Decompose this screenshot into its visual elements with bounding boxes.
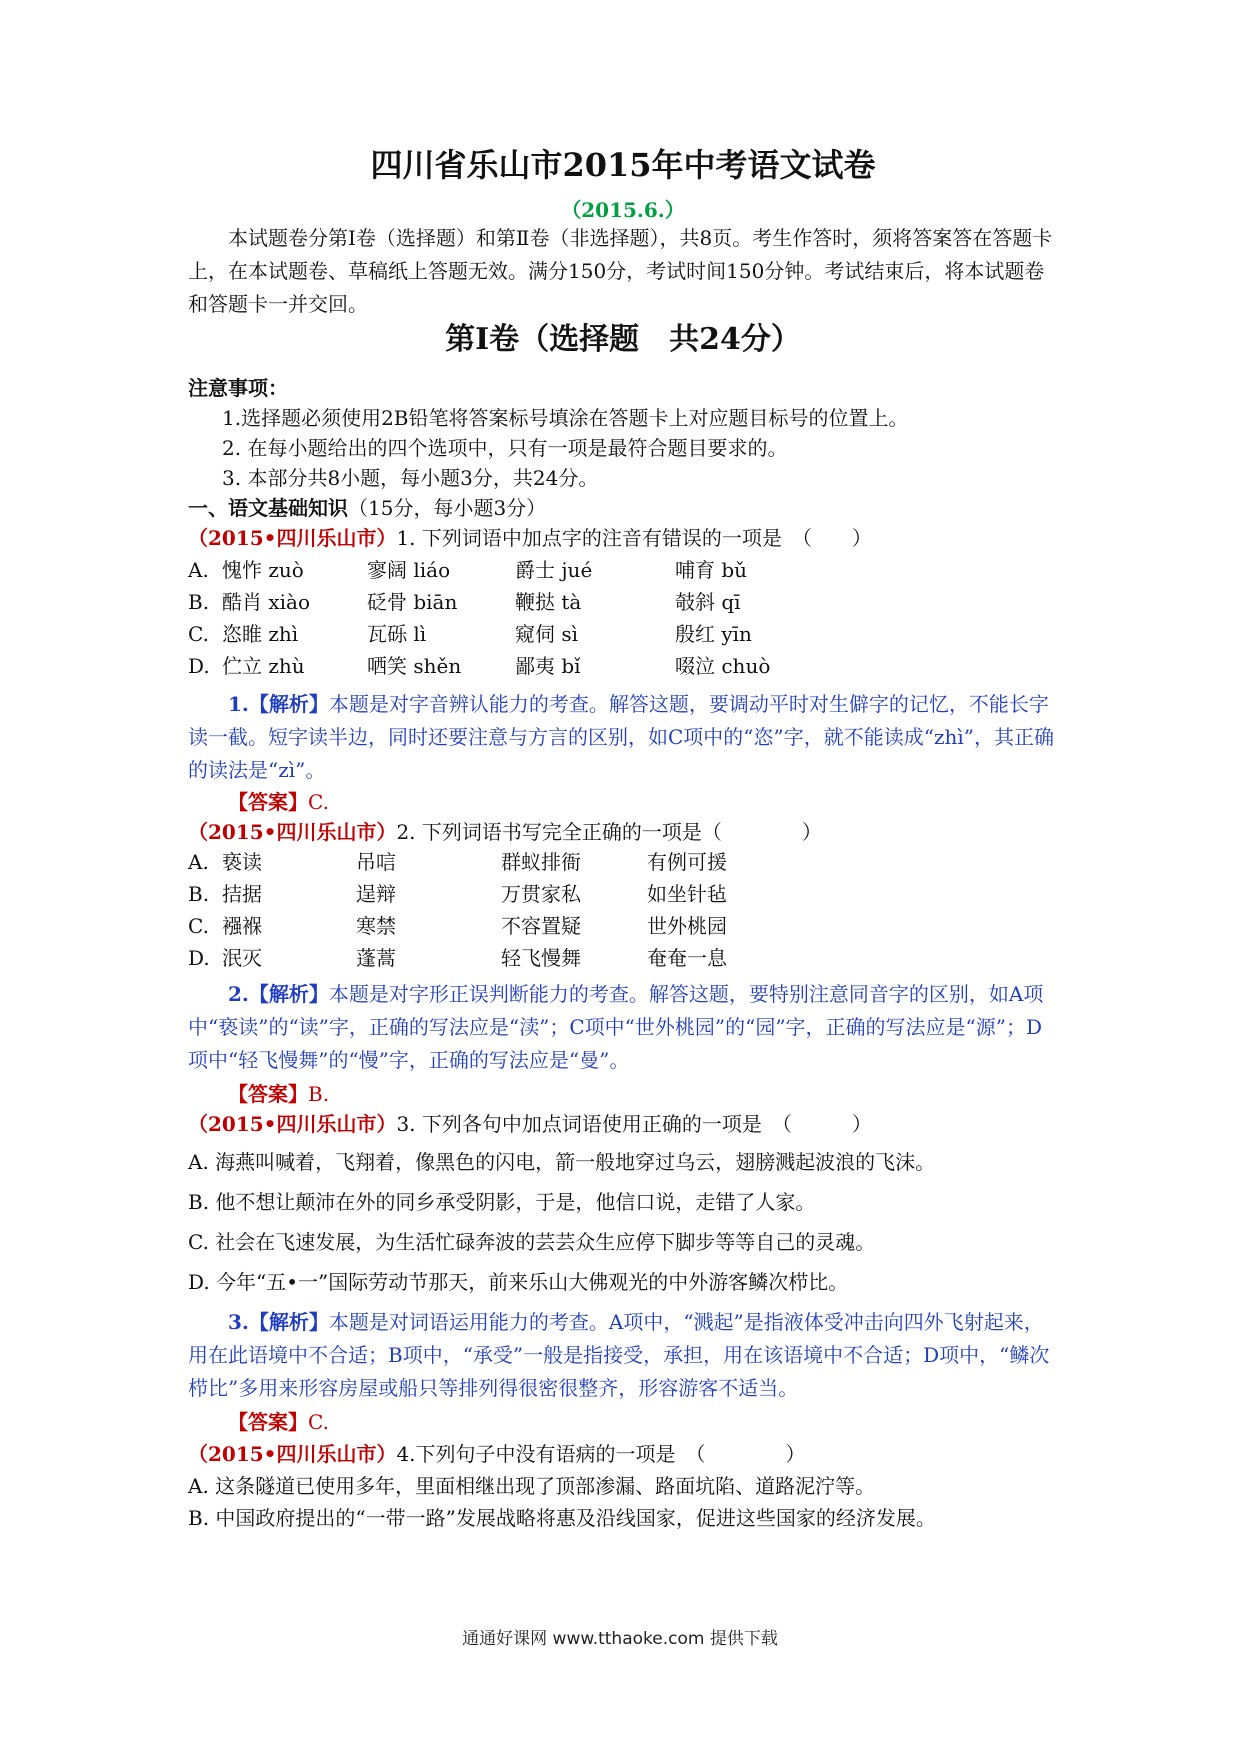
option-word: 愧怍 zuò: [222, 558, 304, 582]
q1-stem-line: [188, 522, 1058, 554]
option-letter: A.: [188, 558, 209, 582]
q1-analysis: [188, 688, 1058, 787]
q4-stem: 4.下列句子中没有语病的一项是 （ ）: [396, 1442, 806, 1466]
q4-option-a: A. 这条隧道已使用多年，里面相继出现了顶部渗漏、路面坑陷、道路泥泞等。: [188, 1474, 876, 1498]
option-word: 窥伺 sì: [515, 622, 579, 646]
option-word: 寥阔 liáo: [367, 558, 451, 582]
part1-title: 一、语文基础知识: [188, 496, 348, 520]
exam-title: 四川省乐山市2015年中考语文试卷: [370, 146, 876, 184]
option-letter: D.: [188, 654, 210, 678]
section-title: 第Ⅰ卷（选择题 共24分）: [445, 322, 801, 357]
exam-date: （2015.6.）: [561, 198, 685, 222]
q1-answer: [188, 786, 1098, 818]
q3-analysis: [188, 1306, 1058, 1405]
q3-option-b: B. 他不想让颠沛在外的同乡承受阴影，于是，他信口说，走错了人家。: [188, 1190, 816, 1214]
option-word: 泯灭: [222, 946, 262, 970]
option-word: 鄙夷 bǐ: [515, 654, 581, 678]
option-word: 拮据: [222, 882, 262, 906]
option-word: 攲斜 qī: [675, 590, 741, 614]
option-word: 哺育 bǔ: [675, 558, 748, 582]
option-letter: A.: [188, 850, 209, 874]
option-word: 逞辩: [356, 882, 396, 906]
q1-stem: 1. 下列词语中加点字的注音有错误的一项是 （ ）: [396, 526, 872, 550]
q3-analysis-text: 本题是对词语运用能力的考查。A项中，“溅起”是指液体受冲击向四外飞射起来，用在此语境中不合适；B项中，“承受”一般是指接受，承担，用在该语境中不合适；D项中，“鳞次栉比”多用来形容房屋或船只等排列得很密很整齐，形容游客不适当。: [188, 1310, 1050, 1400]
option-word: 吊唁: [356, 850, 396, 874]
option-word: 襁褓: [222, 914, 262, 938]
option-word: 殷红 yīn: [675, 622, 752, 646]
option-word: 奄奄一息: [647, 946, 727, 970]
page-footer: 通通好课网 www.tthaoke.com 提供下载: [462, 1629, 778, 1649]
q4-source: （2015•四川乐山市）: [188, 1442, 397, 1466]
option-word: 砭骨 biān: [367, 590, 458, 614]
q2-answer-value: B.: [308, 1082, 330, 1106]
notice-item-3: 3. 本部分共8小题，每小题3分，共24分。: [222, 466, 599, 490]
option-word: 万贯家私: [501, 882, 581, 906]
option-word: 世外桃园: [647, 914, 727, 938]
q3-answer: [188, 1406, 1098, 1438]
option-word: 啜泣 chuò: [675, 654, 771, 678]
q1-source: （2015•四川乐山市）: [188, 526, 397, 550]
q3-source: （2015•四川乐山市）: [188, 1112, 397, 1136]
option-word: 亵读: [222, 850, 262, 874]
analysis-label: 【解析】: [248, 982, 329, 1006]
q2-analysis: [188, 978, 1058, 1077]
q3-option-a: A. 海燕叫喊着，飞翔着，像黑色的闪电，箭一般地穿过乌云，翅膀溅起波浪的飞沫。: [188, 1150, 936, 1174]
option-word: 瓦砾 lì: [367, 622, 427, 646]
q2-option-c: [188, 910, 1058, 942]
option-letter: C.: [188, 914, 209, 938]
option-word: 蓬蒿: [356, 946, 396, 970]
q1-analysis-num: 1.: [228, 692, 249, 716]
q3-option-d: D. 今年“五•一”国际劳动节那天，前来乐山大佛观光的中外游客鳞次栉比。: [188, 1270, 849, 1294]
q2-option-d: [188, 942, 1058, 974]
notice-item-1: 1.选择题必须使用2B铅笔将答案标号填涂在答题卡上对应题目标号的位置上。: [222, 406, 909, 430]
q2-analysis-num: 2.: [228, 982, 249, 1006]
q3-stem-line: [188, 1108, 1058, 1140]
option-letter: B.: [188, 590, 210, 614]
option-word: 有例可援: [647, 850, 727, 874]
analysis-label: 【解析】: [248, 692, 329, 716]
q1-option-d: [188, 650, 1058, 682]
notice-heading: 注意事项：: [188, 376, 288, 400]
q3-stem: 3. 下列各句中加点词语使用正确的一项是 （ ）: [396, 1112, 872, 1136]
q3-answer-value: C.: [308, 1410, 329, 1434]
q2-option-a: [188, 846, 1058, 878]
q2-option-b: [188, 878, 1058, 910]
part1-heading: [188, 492, 1058, 524]
option-word: 轻飞慢舞: [501, 946, 581, 970]
answer-label: 【答案】: [228, 1082, 308, 1106]
option-letter: D.: [188, 946, 210, 970]
q4-stem-line: [188, 1438, 1058, 1470]
exam-intro: 本试题卷分第Ⅰ卷（选择题）和第Ⅱ卷（非选择题），共8页。考生作答时，须将答案答在答题卡上，在本试题卷、草稿纸上答题无效。满分150分，考试时间150分钟。考试结束后，将本试题卷和答题卡一并交回。: [188, 226, 1053, 316]
option-word: 恣睢 zhì: [222, 622, 299, 646]
option-word: 如坐针毡: [647, 882, 727, 906]
part1-note: （15分，每小题3分）: [348, 496, 547, 520]
q1-answer-value: C.: [308, 790, 329, 814]
option-word: 伫立 zhù: [222, 654, 305, 678]
option-word: 寒禁: [356, 914, 396, 938]
q1-option-a: [188, 554, 1058, 586]
option-word: 酷肖 xiào: [222, 590, 310, 614]
option-word: 鞭挞 tà: [515, 590, 582, 614]
q3-option-c: C. 社会在飞速发展，为生活忙碌奔波的芸芸众生应停下脚步等等自己的灵魂。: [188, 1230, 876, 1254]
answer-label: 【答案】: [228, 790, 308, 814]
option-word: 哂笑 shěn: [367, 654, 462, 678]
q2-source: （2015•四川乐山市）: [188, 820, 397, 844]
analysis-label: 【解析】: [248, 1310, 329, 1334]
q2-analysis-text: 本题是对字形正误判断能力的考查。解答这题，要特别注意同音字的区别，如A项中“亵读”的“读”字，正确的写法应是“渎”；C项中“世外桃园”的“园”字，正确的写法应是“源”；D项中“轻飞慢舞”的“慢”字，正确的写法应是“曼”。: [188, 982, 1044, 1072]
q1-option-c: [188, 618, 1058, 650]
q1-analysis-text: 本题是对字音辨认能力的考查。解答这题，要调动平时对生僻字的记忆，不能长字读一截。短字读半边，同时还要注意与方言的区别，如C项中的“恣”字，就不能读成“zhì”，其正确的读法是“zì”。: [188, 692, 1055, 782]
q2-stem-line: [188, 816, 1058, 848]
option-word: 不容置疑: [501, 914, 581, 938]
q1-option-b: [188, 586, 1058, 618]
q2-answer: [188, 1078, 1098, 1110]
notice-item-2: 2. 在每小题给出的四个选项中，只有一项是最符合题目要求的。: [222, 436, 788, 460]
option-word: 爵士 jué: [515, 558, 593, 582]
q4-option-b: B. 中国政府提出的“一带一路”发展战略将惠及沿线国家，促进这些国家的经济发展。: [188, 1506, 936, 1530]
answer-label: 【答案】: [228, 1410, 308, 1434]
option-word: 群蚁排衙: [501, 850, 581, 874]
q2-stem: 2. 下列词语书写完全正确的一项是（ ）: [396, 820, 822, 844]
option-letter: C.: [188, 622, 209, 646]
q3-analysis-num: 3.: [228, 1310, 249, 1334]
option-letter: B.: [188, 882, 210, 906]
